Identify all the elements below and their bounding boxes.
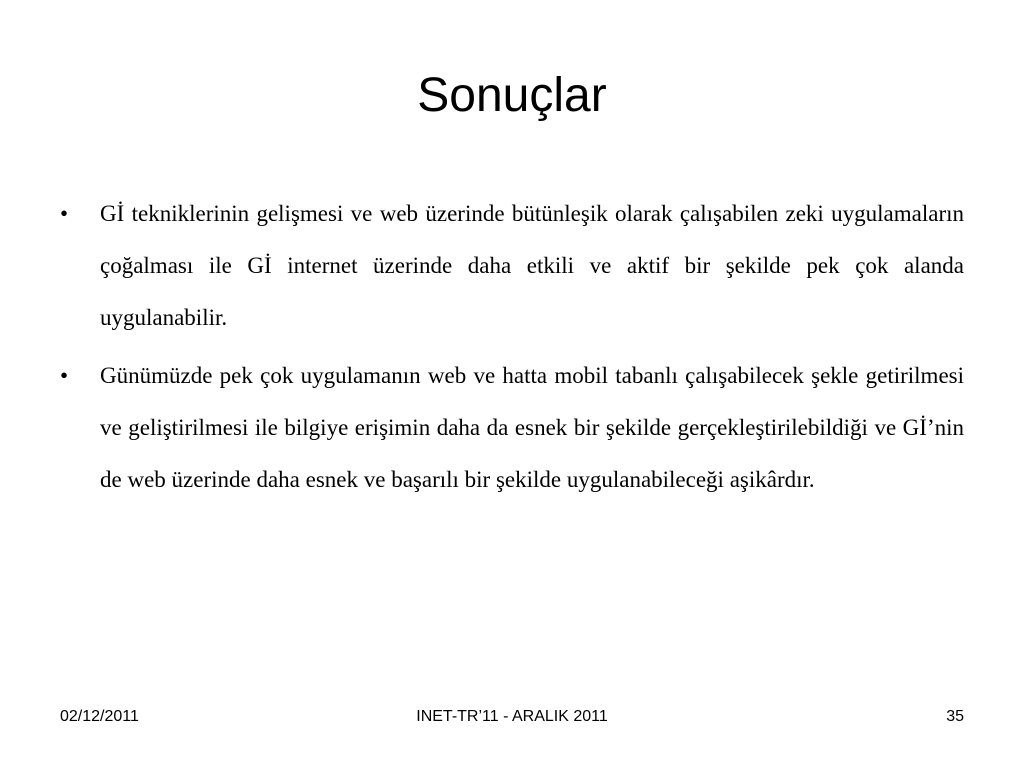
bullet-text: Günümüzde pek çok uygulamanın web ve hatta mobil tabanlı çalışabilecek şekle getirilmesi ve geliştirilmesi ile bilgiye erişimin daha da esnek bir şekilde gerçekleştirilebildiği ve Gİ’nin de web üzerinde daha esnek ve başarılı bir şekilde uygulanabileceği aşikârdır.: [100, 363, 964, 492]
footer-date: 02/12/2011: [60, 708, 139, 725]
bullet-list: [60, 188, 964, 512]
footer-event: INET-TR’11 - ARALIK 2011: [416, 708, 608, 725]
slide-title: Sonuçlar: [417, 69, 607, 122]
page-number: 35: [946, 708, 964, 725]
bullet-item: [60, 188, 964, 344]
bullet-marker: •: [60, 363, 69, 388]
bullet-item: [60, 350, 964, 506]
bullet-marker: •: [60, 201, 69, 226]
bullet-text: Gİ tekniklerinin gelişmesi ve web üzerinde bütünleşik olarak çalışabilen zeki uygulamaların çoğalması ile Gİ internet üzerinde daha etkili ve aktif bir şekilde pek çok alanda uygulanabilir.: [100, 201, 964, 330]
